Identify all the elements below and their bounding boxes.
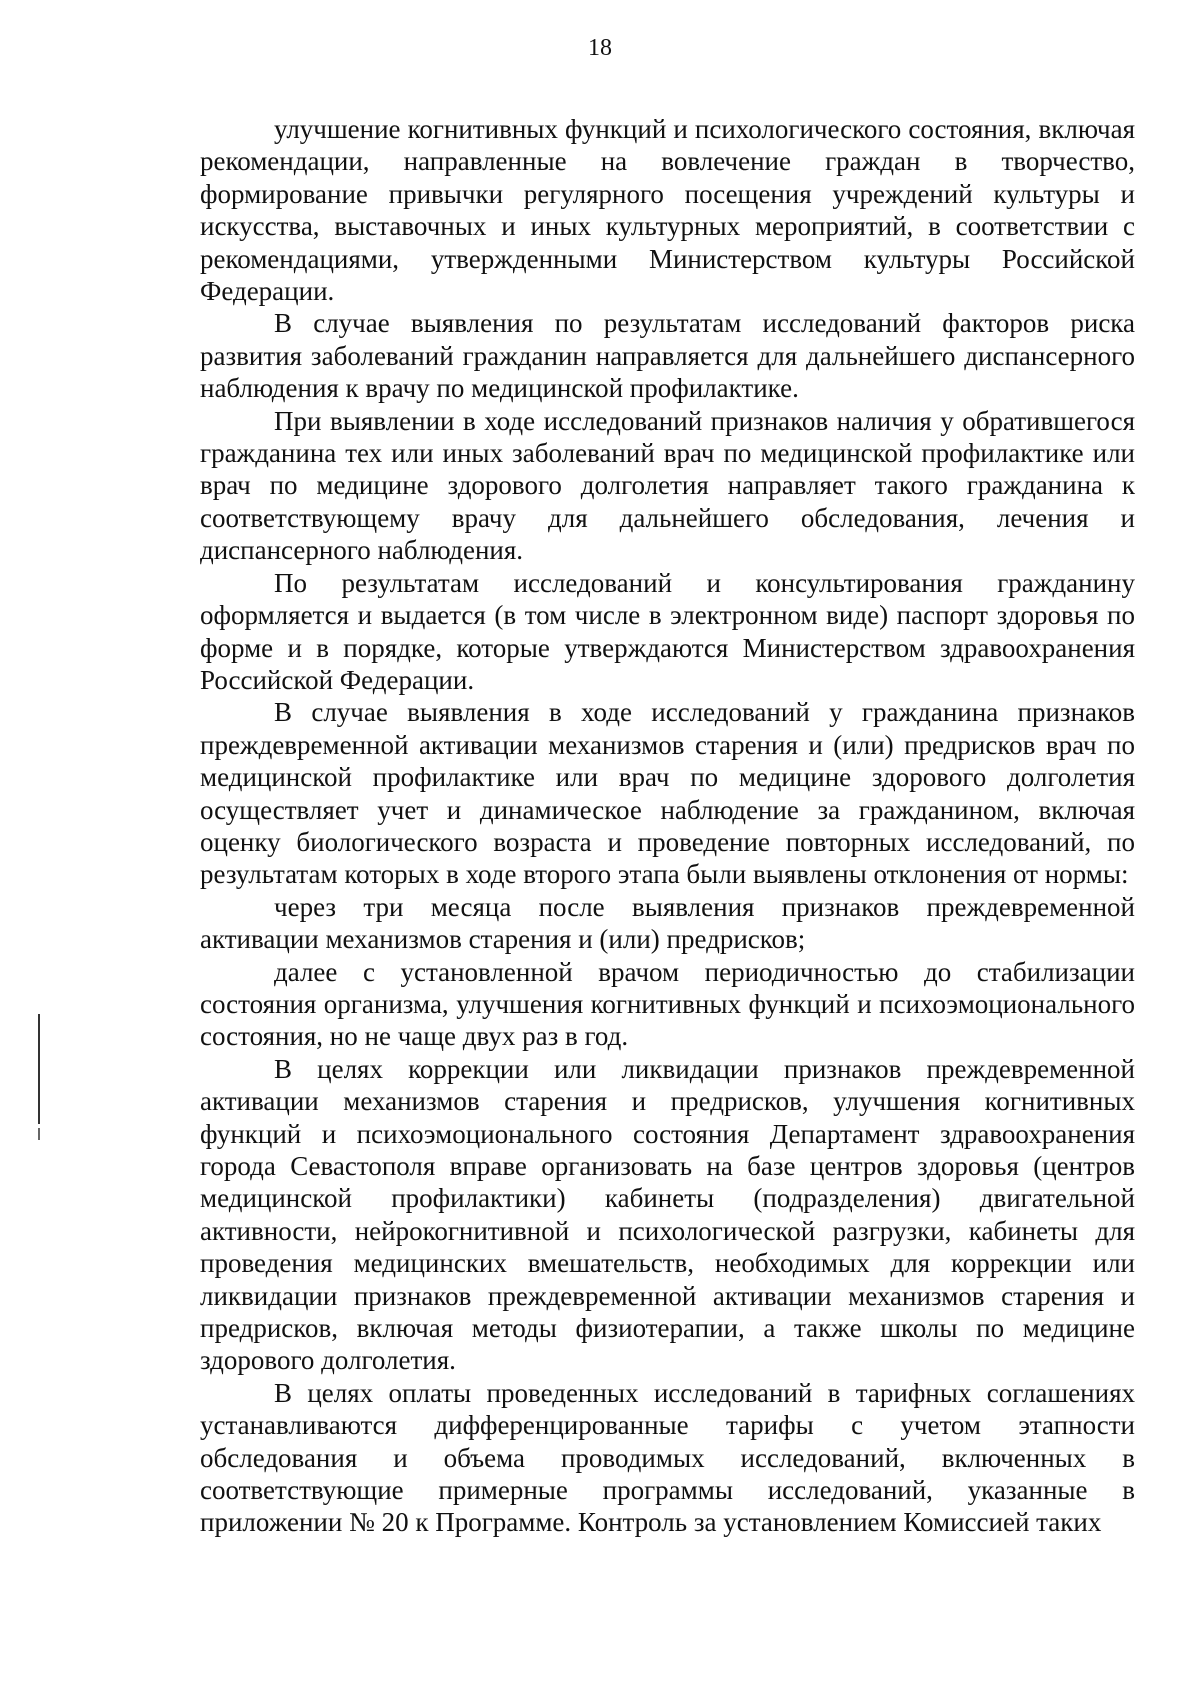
paragraph-tariffs: В целях оплаты проведенных исследований в тарифных соглашениях устанавливаются дифференцированные тарифы с учетом этапности обследования и объема проводимых исследований, включенных в соответствующие примерные программы исследований, указанные в приложении № 20 к Программе. Контроль за установлением Комиссией таких xyxy=(200,1377,1135,1538)
paragraph-health-passport: По результатам исследований и консультирования гражданину оформляется и выдается (в том числе в электронном виде) паспорт здоровья по форме и в порядке, которые утверждаются Министерством здравоохранения Российской Федерации. xyxy=(200,567,1135,695)
paragraph-periodicity: далее с установленной врачом периодичностью до стабилизации состояния организма, улучшения когнитивных функций и психоэмоционального состояния, но не чаще двух раз в год. xyxy=(200,956,1135,1052)
document-body xyxy=(200,113,1135,1539)
page-number: 18 xyxy=(588,35,612,61)
paragraph-disease-detection: При выявлении в ходе исследований признаков наличия у обратившегося гражданина тех или иных заболеваний врач по медицинской профилактике или врач по медицине здорового долголетия направляет такого гражданина к соответствующему врачу для дальнейшего обследования, лечения и диспансерного наблюдения. xyxy=(200,405,1135,566)
paragraph-correction-offices: В целях коррекции или ликвидации признаков преждевременной активации механизмов старения и предрисков, улучшения когнитивных функций и психоэмоционального состояния Департамент здравоохранения города Севастополя вправе организовать на базе центров здоровья (центров медицинской профилактики) кабинеты (подразделения) двигательной активности, нейрокогнитивной и психологической разгрузки, кабинеты для проведения медицинских вмешательств, необходимых для коррекции или ликвидации признаков преждевременной активации механизмов старения и предрисков, включая методы физиотерапии, а также школы по медицине здорового долголетия. xyxy=(200,1053,1135,1376)
paragraph-three-months: через три месяца после выявления признаков преждевременной активации механизмов старения и (или) предрисков; xyxy=(200,891,1135,955)
margin-change-bar-tail xyxy=(38,1128,40,1140)
paragraph-risk-factors: В случае выявления по результатам исследований факторов риска развития заболеваний гражданин направляется для дальнейшего диспансерного наблюдения к врачу по медицинской профилактике. xyxy=(200,308,1135,404)
paragraph-cognitive-functions: улучшение когнитивных функций и психологического состояния, включая рекомендации, направленные на вовлечение граждан в творчество, формирование привычки регулярного посещения учреждений культуры и искусства, выставочных и иных культурных мероприятий, в соответствии с рекомендациями, утвержденными Министерством культуры Российской Федерации. xyxy=(200,114,1135,307)
margin-change-bar xyxy=(38,1014,40,1124)
paragraph-premature-aging: В случае выявления в ходе исследований у гражданина признаков преждевременной активации механизмов старения и (или) предрисков врач по медицинской профилактике или врач по медицине здорового долголетия осуществляет учет и динамическое наблюдение за гражданином, включая оценку биологического возраста и проведение повторных исследований, по результатам которых в ходе второго этапа были выявлены отклонения от нормы: xyxy=(200,697,1135,890)
